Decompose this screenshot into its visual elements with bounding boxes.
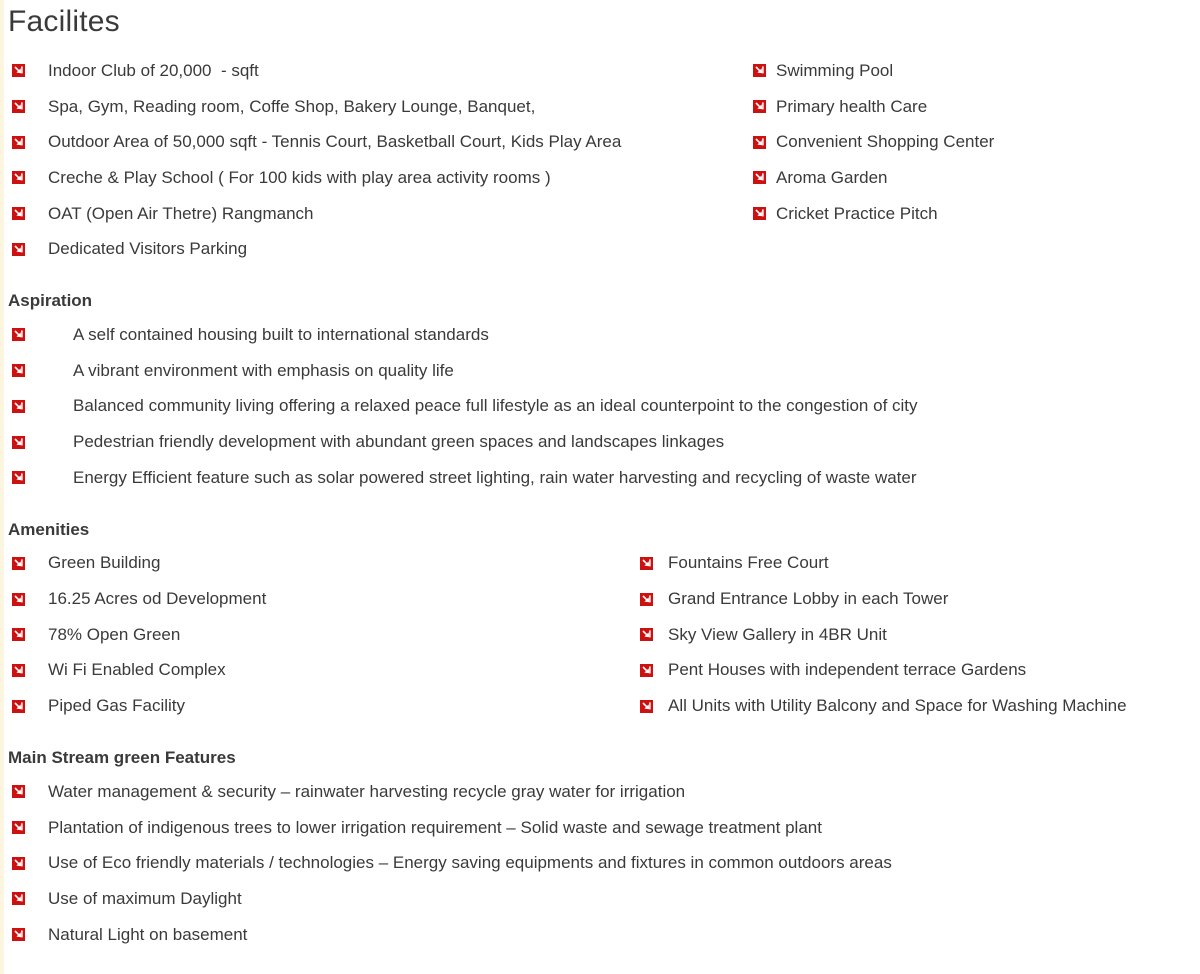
list-item-label: Outdoor Area of 50,000 sqft - Tennis Court, Basketball Court, Kids Play Area	[48, 132, 622, 152]
list-item-label: Spa, Gym, Reading room, Coffe Shop, Bakery Lounge, Banquet,	[48, 96, 536, 116]
list-item-label: Sky View Gallery in 4BR Unit	[668, 624, 887, 644]
list-item	[741, 53, 1200, 89]
arrow-southeast-icon	[12, 136, 25, 149]
arrow-southeast-icon	[12, 628, 25, 641]
arrow-southeast-icon	[12, 664, 25, 677]
list-item-label: A self contained housing built to international standards	[73, 324, 489, 344]
list-item	[0, 353, 1200, 389]
arrow-southeast-icon	[12, 64, 25, 77]
amenities-left-column	[0, 546, 628, 724]
list-item-label: 16.25 Acres od Development	[48, 589, 267, 609]
arrow-southeast-icon	[12, 100, 25, 113]
list-item-label: 78% Open Green	[48, 624, 181, 644]
list-item	[0, 688, 628, 724]
arrow-southeast-icon	[12, 557, 25, 570]
list-item-label: OAT (Open Air Thetre) Rangmanch	[48, 203, 314, 223]
arrow-southeast-icon	[12, 328, 25, 341]
facilities-right-column	[741, 53, 1200, 267]
arrow-southeast-icon	[640, 593, 653, 606]
arrow-southeast-icon	[753, 171, 766, 184]
list-item	[628, 617, 1200, 653]
arrow-southeast-icon	[12, 207, 25, 220]
facilities-section	[0, 53, 1200, 267]
arrow-southeast-icon	[12, 436, 25, 449]
section-heading-aspiration: Aspiration	[8, 291, 93, 311]
list-item	[628, 581, 1200, 617]
amenities-right-column	[628, 546, 1200, 724]
list-item	[741, 89, 1200, 125]
list-item	[0, 881, 1200, 917]
list-item-label: Aroma Garden	[776, 167, 888, 187]
list-item	[0, 653, 628, 689]
list-item-label: Creche & Play School ( For 100 kids with play area activity rooms )	[48, 167, 551, 187]
list-item	[0, 810, 1200, 846]
arrow-southeast-icon	[640, 628, 653, 641]
arrow-southeast-icon	[12, 857, 25, 870]
list-item-label: Pent Houses with independent terrace Gardens	[668, 660, 1027, 680]
list-item	[0, 460, 1200, 496]
list-item	[741, 160, 1200, 196]
list-item	[0, 917, 1200, 953]
list-item-label: Grand Entrance Lobby in each Tower	[668, 589, 949, 609]
list-item-label: Green Building	[48, 553, 161, 573]
list-item	[0, 581, 628, 617]
list-item	[0, 231, 741, 267]
arrow-southeast-icon	[12, 785, 25, 798]
arrow-southeast-icon	[753, 100, 766, 113]
facilities-left-column	[0, 53, 741, 267]
list-item-label: All Units with Utility Balcony and Space for Washing Machine	[668, 696, 1127, 716]
section-heading-amenities: Amenities	[8, 519, 90, 539]
arrow-southeast-icon	[12, 171, 25, 184]
arrow-southeast-icon	[12, 700, 25, 713]
list-item-label: Piped Gas Facility	[48, 696, 185, 716]
list-item	[628, 688, 1200, 724]
list-item	[0, 53, 741, 89]
list-item-label: Energy Efficient feature such as solar powered street lighting, rain water harvesting and recycling of waste water	[73, 467, 917, 487]
list-item	[0, 160, 741, 196]
list-item	[0, 845, 1200, 881]
list-item	[628, 653, 1200, 689]
list-item-label: Cricket Practice Pitch	[776, 203, 938, 223]
list-item-label: Natural Light on basement	[48, 924, 248, 944]
arrow-southeast-icon	[12, 593, 25, 606]
list-item-label: Use of Eco friendly materials / technologies – Energy saving equipments and fixtures in common outdoors areas	[48, 853, 892, 873]
list-item	[628, 546, 1200, 582]
list-item-label: Convenient Shopping Center	[776, 132, 995, 152]
arrow-southeast-icon	[640, 664, 653, 677]
arrow-southeast-icon	[12, 821, 25, 834]
arrow-southeast-icon	[12, 364, 25, 377]
amenities-section	[0, 519, 1200, 724]
list-item	[0, 124, 741, 160]
list-item-label: Indoor Club of 20,000 - sqft	[48, 60, 259, 80]
list-item	[0, 89, 741, 125]
list-item	[0, 317, 1200, 353]
list-item-label: Swimming Pool	[776, 60, 894, 80]
arrow-southeast-icon	[12, 471, 25, 484]
list-item-label: Plantation of indigenous trees to lower irrigation requirement – Solid waste and sewage treatment plant	[48, 817, 822, 837]
arrow-southeast-icon	[753, 136, 766, 149]
list-item-label: A vibrant environment with emphasis on quality life	[73, 360, 454, 380]
list-item	[0, 196, 741, 232]
list-item	[0, 424, 1200, 460]
list-item-label: Balanced community living offering a relaxed peace full lifestyle as an ideal counterpoint to the congestion of city	[73, 396, 918, 416]
list-item	[741, 124, 1200, 160]
list-item-label: Fountains Free Court	[668, 553, 829, 573]
arrow-southeast-icon	[640, 700, 653, 713]
green-features-section	[0, 747, 1200, 952]
arrow-southeast-icon	[12, 928, 25, 941]
list-item-label: Pedestrian friendly development with abundant green spaces and landscapes linkages	[73, 432, 725, 452]
list-item	[0, 774, 1200, 810]
page-title: Facilites	[8, 5, 120, 38]
list-item	[0, 546, 628, 582]
list-item-label: Wi Fi Enabled Complex	[48, 660, 226, 680]
list-item-label: Dedicated Visitors Parking	[48, 239, 248, 259]
section-heading-green-features: Main Stream green Features	[8, 748, 236, 767]
arrow-southeast-icon	[12, 243, 25, 256]
arrow-southeast-icon	[753, 64, 766, 77]
list-item	[741, 196, 1200, 232]
list-item-label: Water management & security – rainwater harvesting recycle gray water for irrigation	[48, 781, 686, 801]
list-item	[0, 389, 1200, 425]
list-item	[0, 617, 628, 653]
arrow-southeast-icon	[640, 557, 653, 570]
list-item-label: Primary health Care	[776, 96, 928, 116]
list-item-label: Use of maximum Daylight	[48, 888, 242, 908]
arrow-southeast-icon	[753, 207, 766, 220]
aspiration-section	[0, 290, 1200, 495]
arrow-southeast-icon	[12, 892, 25, 905]
arrow-southeast-icon	[12, 400, 25, 413]
